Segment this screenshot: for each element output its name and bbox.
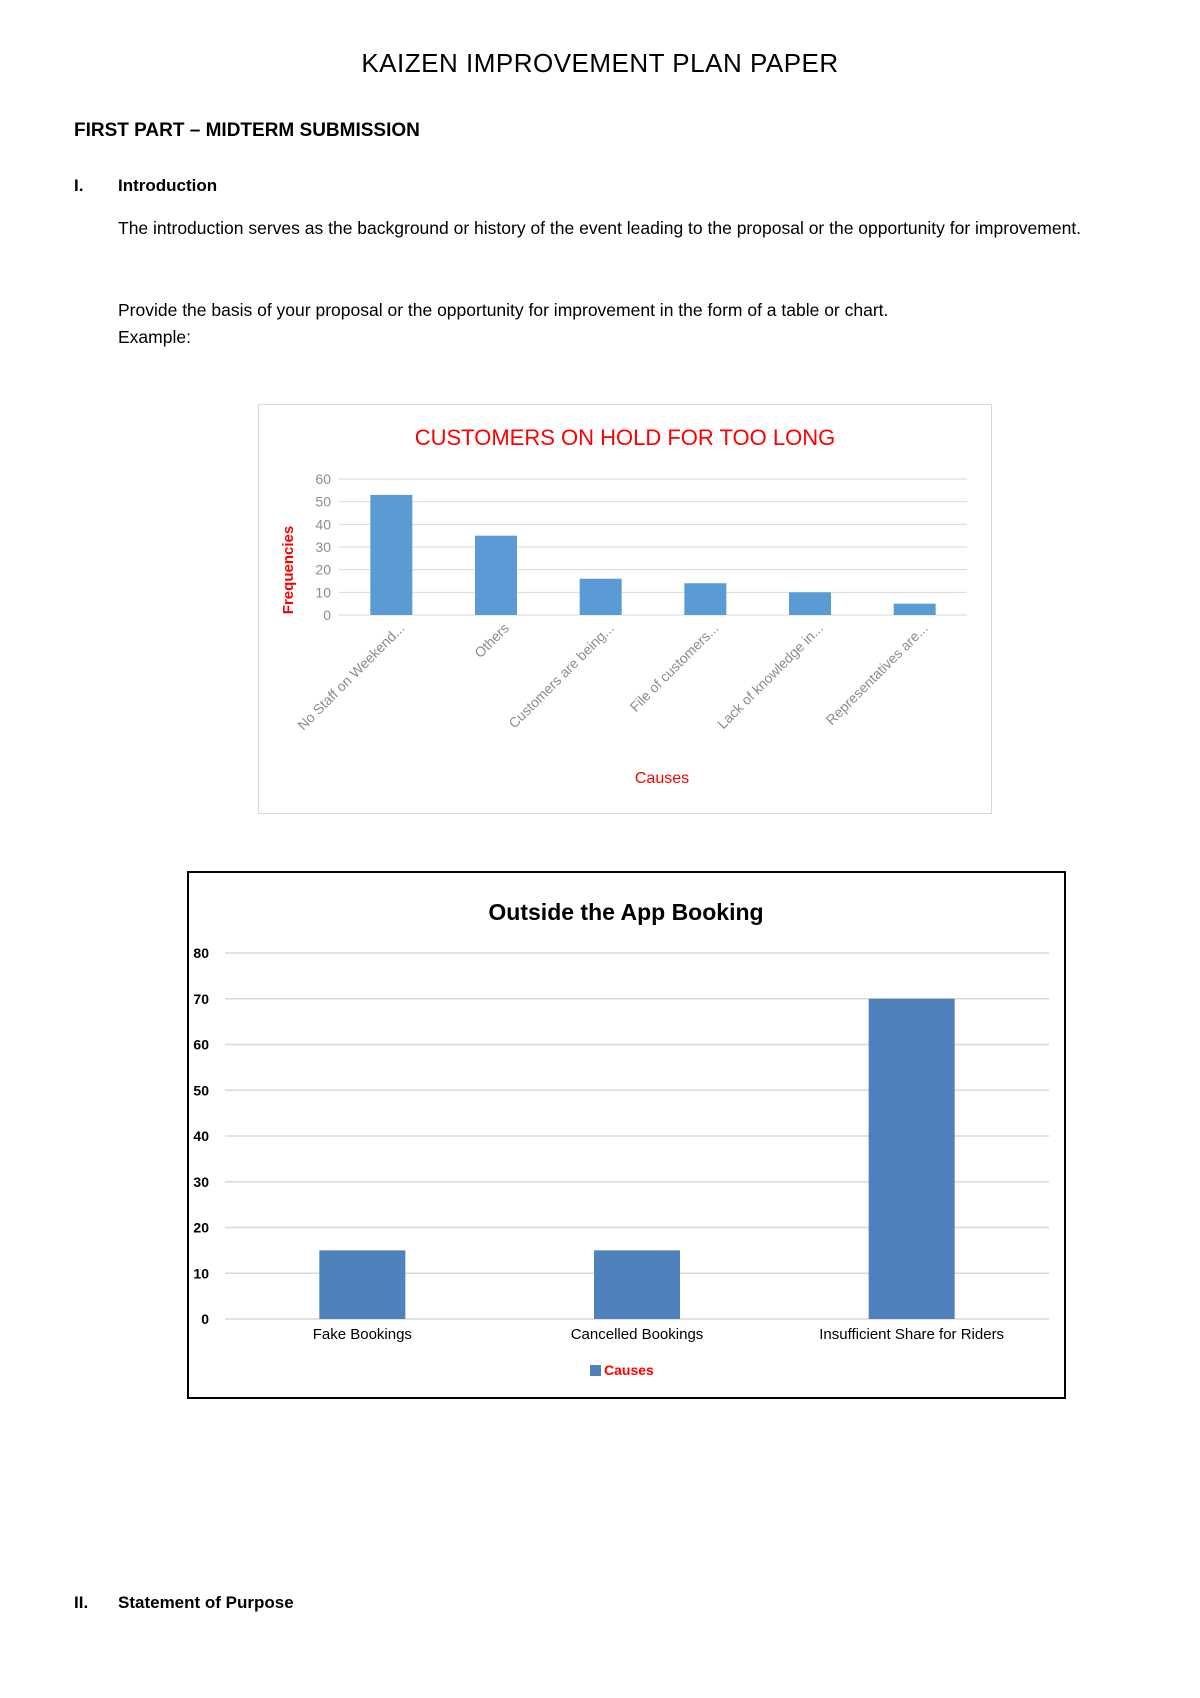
chart-title: CUSTOMERS ON HOLD FOR TOO LONG <box>414 425 836 450</box>
document-title: KAIZEN IMPROVEMENT PLAN PAPER <box>361 48 839 78</box>
bar <box>594 1250 680 1319</box>
x-tick-label: No Staff on Weekend... <box>294 619 408 734</box>
x-tick-label: File of customers... <box>626 619 722 715</box>
legend-label: Causes <box>604 1362 654 1378</box>
x-tick-label: Insufficient Share for Riders <box>819 1326 1005 1343</box>
bar <box>370 495 412 615</box>
bar <box>684 583 726 615</box>
y-tick-label: 80 <box>193 945 209 961</box>
y-tick-label: 0 <box>323 607 331 623</box>
y-tick-label: 20 <box>193 1219 209 1236</box>
bar <box>894 604 936 615</box>
x-tick-label: Others <box>471 619 513 661</box>
plot-area <box>193 945 1049 1343</box>
section-number: II. <box>74 1593 89 1612</box>
chart-customers-on-hold <box>258 404 992 814</box>
x-tick-label: Customers are being... <box>505 619 617 732</box>
section-title: Statement of Purpose <box>118 1593 294 1612</box>
y-tick-label: 60 <box>315 471 331 487</box>
bar <box>869 999 955 1319</box>
example-label: Example: <box>118 327 191 347</box>
basis-paragraph: Provide the basis of your proposal or the opportunity for improvement in the form of a table or chart. <box>118 300 889 320</box>
bar <box>475 536 517 615</box>
y-tick-label: 40 <box>315 516 331 533</box>
part-heading: FIRST PART – MIDTERM SUBMISSION <box>74 120 420 141</box>
y-tick-label: 10 <box>315 584 331 601</box>
plot-area <box>294 471 967 733</box>
y-tick-label: 30 <box>193 1173 209 1190</box>
section-number: I. <box>74 176 84 195</box>
y-axis-label: Frequencies <box>280 525 297 615</box>
legend-swatch <box>590 1365 601 1376</box>
bar <box>319 1250 405 1319</box>
section-heading-statement-of-purpose <box>74 1593 294 1613</box>
chart-outside-app-booking <box>187 871 1066 1399</box>
bar <box>580 579 622 615</box>
x-tick-label: Cancelled Bookings <box>570 1326 704 1343</box>
x-tick-label: Fake Bookings <box>312 1326 412 1343</box>
y-tick-label: 20 <box>315 561 331 578</box>
bar <box>789 592 831 615</box>
section-heading-introduction <box>74 176 217 196</box>
x-tick-label: Lack of knowledge in... <box>714 619 827 732</box>
section-title: Introduction <box>118 176 218 195</box>
x-tick-label: Representatives are... <box>822 619 931 728</box>
y-tick-label: 50 <box>315 493 331 510</box>
legend <box>590 1362 654 1378</box>
x-axis-label: Causes <box>634 770 690 787</box>
chart-title: Outside the App Booking <box>488 899 764 925</box>
y-tick-label: 30 <box>315 539 331 555</box>
y-tick-label: 40 <box>193 1128 209 1144</box>
chart-customers-on-hold-svg <box>259 405 991 813</box>
intro-paragraph: The introduction serves as the background or history of the event leading to the proposal or the opportunity for improvement. <box>118 218 1082 238</box>
y-tick-label: 10 <box>193 1265 209 1282</box>
y-tick-label: 50 <box>193 1082 209 1099</box>
y-tick-label: 0 <box>201 1311 209 1327</box>
chart-outside-app-booking-svg <box>189 873 1064 1397</box>
y-tick-label: 70 <box>193 990 209 1007</box>
y-tick-label: 60 <box>193 1036 209 1053</box>
